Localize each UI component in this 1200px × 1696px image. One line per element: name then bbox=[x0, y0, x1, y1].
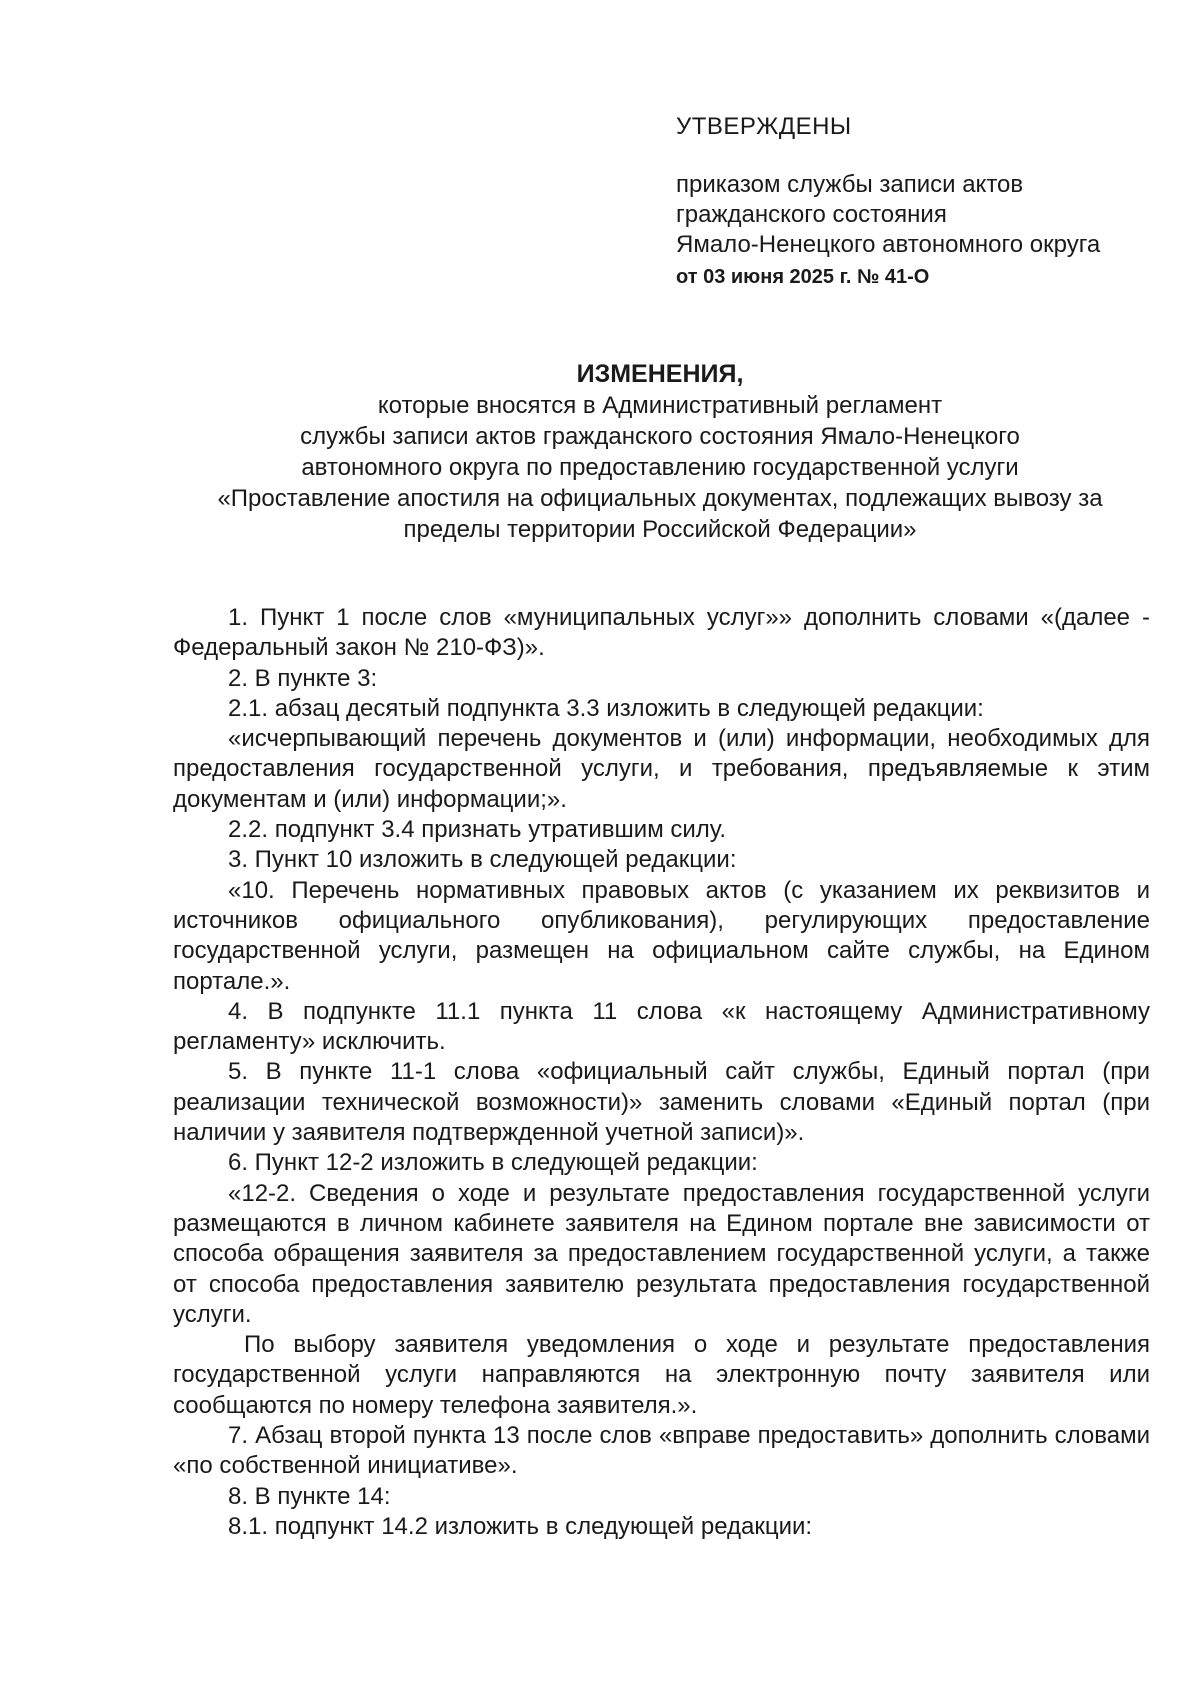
paragraph-quote: «12-2. Сведения о ходе и результате предоставления государственной услуги размещаются в личном кабинете заявителя на Едином портале вне зависимости от способа обращения заявителя за предоставлением государственной услуги, а также от способа предоставления заявителю результата предоставления государственной услуги. bbox=[173, 1179, 1150, 1328]
document-title bbox=[160, 359, 1160, 545]
paragraph-quote: «исчерпывающий перечень документов и (или) информации, необходимых для предоставления государственной услуги, и требования, предъявляемые к этим документам и (или) информации;». bbox=[173, 725, 1150, 813]
approval-line: гражданского состояния bbox=[676, 201, 947, 228]
order-prefix: от bbox=[676, 266, 698, 288]
title-line: службы записи актов гражданского состояния Ямало-Ненецкого bbox=[300, 423, 1020, 450]
title-line: «Проставление апостиля на официальных документах, подлежащих вывозу за bbox=[217, 485, 1103, 512]
paragraph-item-2: 2. В пункте 3: bbox=[228, 664, 378, 692]
approval-line: приказом службы записи актов bbox=[676, 171, 1024, 198]
approval-line: Ямало-Ненецкого автономного округа bbox=[676, 231, 1101, 258]
paragraph-item-8: 8. В пункте 14: bbox=[228, 1482, 391, 1510]
paragraph-item-1: 1. Пункт 1 после слов «муниципальных услуг»» дополнить словами «(далее - Федеральный закон № 210-ФЗ)». bbox=[173, 604, 1150, 662]
title-heading: ИЗМЕНЕНИЯ, bbox=[576, 360, 744, 388]
paragraph-item-3: 3. Пункт 10 изложить в следующей редакции: bbox=[228, 846, 737, 874]
approval-block bbox=[676, 112, 1176, 292]
paragraph-item-8-1: 8.1. подпункт 14.2 изложить в следующей редакции: bbox=[228, 1512, 813, 1540]
paragraph-quote-continued: По выбору заявителя уведомления о ходе и результате предоставления государственной услуги направляются на электронную почту заявителя или сообщаются по номеру телефона заявителя.». bbox=[173, 1331, 1150, 1419]
title-line: которые вносятся в Административный регламент bbox=[377, 392, 943, 419]
paragraph-item-6: 6. Пункт 12-2 изложить в следующей редакции: bbox=[228, 1149, 758, 1177]
paragraph-item-2-2: 2.2. подпункт 3.4 признать утратившим силу. bbox=[228, 816, 727, 844]
paragraph-item-5: 5. В пункте 11-1 слова «официальный сайт службы, Единый портал (при реализации технической возможности)» заменить словами «Единый портал (при наличии у заявителя подтвержденной учетной записи)». bbox=[173, 1058, 1150, 1147]
title-line: автономного округа по предоставлению государственной услуги bbox=[301, 454, 1019, 481]
paragraph-quote: «10. Перечень нормативных правовых актов (с указанием их реквизитов и источников официального опубликования), регулирующих предоставление государственной услуги, размещен на официальном сайте службы, на Едином портале.». bbox=[173, 876, 1150, 995]
order-details: 03 июня 2025 г. № 41-О bbox=[697, 266, 930, 288]
title-line: пределы территории Российской Федерации» bbox=[403, 516, 917, 543]
paragraph-item-2-1: 2.1. абзац десятый подпункта 3.3 изложить в следующей редакции: bbox=[228, 694, 984, 722]
approval-stamp: УТВЕРЖДЕНЫ bbox=[676, 113, 852, 140]
paragraph-item-7: 7. Абзац второй пункта 13 после слов «вправе предоставить» дополнить словами «по собственной инициативе». bbox=[173, 1422, 1150, 1480]
paragraph-item-4: 4. В подпункте 11.1 пункта 11 слова «к настоящему Административному регламенту» исключить. bbox=[173, 997, 1150, 1056]
order-date-number bbox=[676, 262, 1176, 292]
document-body bbox=[173, 603, 1150, 1542]
